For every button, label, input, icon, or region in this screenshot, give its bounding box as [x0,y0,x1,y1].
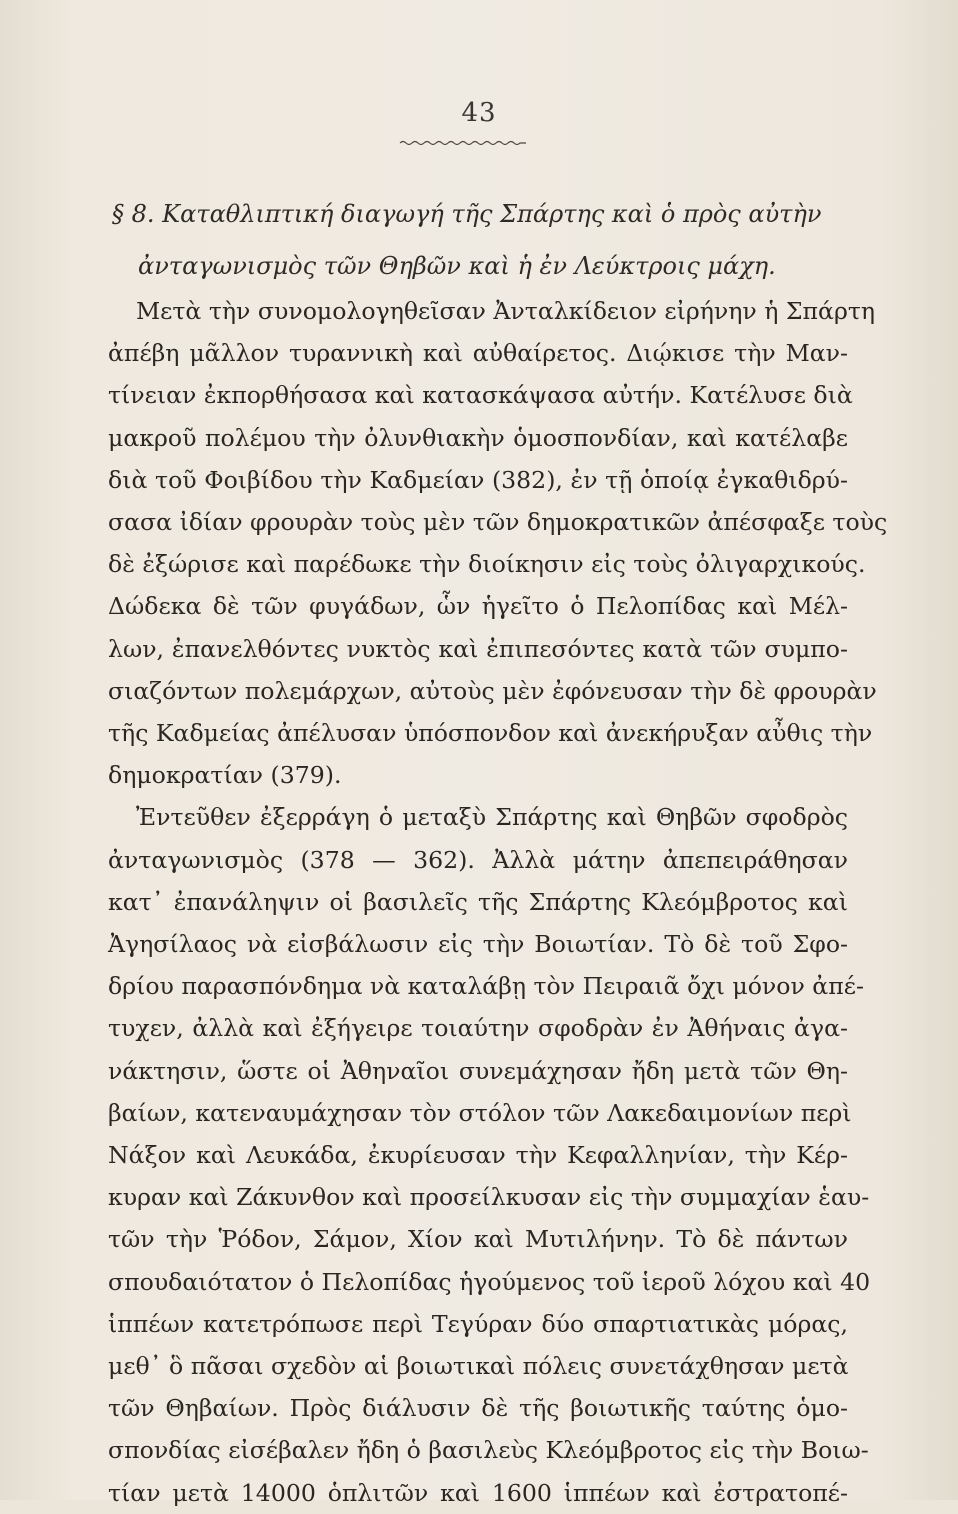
text-line: δρίου παρασπόνδημα νὰ καταλάβῃ τὸν Πειραιᾶ ὄχι μόνον ἀπέ- [108,972,864,1001]
text-line: τίνειαν ἐκπορθήσασα καὶ κατασκάψασα αὐτήν. Κατέλυσε διὰ [108,381,853,410]
section-heading [112,188,842,292]
text-line: σπουδαιότατον ὁ Πελοπίδας ἡγούμενος τοῦ ἱεροῦ λόχου καὶ 40 [108,1267,871,1296]
text-line: νάκτησιν, ὥστε οἱ Ἀθηναῖοι συνεμάχησαν ἤδη μετὰ τῶν Θη- [108,1056,848,1085]
text-line: τίαν μετὰ 14000 ὁπλιτῶν καὶ 1600 ἱππέων καὶ ἐστρατοπέ- [108,1478,848,1507]
text-line: ἀπέβη μᾶλλον τυραννικὴ καὶ αὐθαίρετος. Διῴκισε τὴν Μαν- [108,339,848,368]
heading-line: § 8. Καταθλιπτική διαγωγή τῆς Σπάρτης καὶ ὁ πρὸς αὐτὴν [112,200,822,228]
text-line: σασα ἰδίαν φρουρὰν τοὺς μὲν τῶν δημοκρατικῶν ἀπέσφαξε τοὺς [108,508,888,537]
text-line: μεθ᾽ ὃ πᾶσαι σχεδὸν αἱ βοιωτικαὶ πόλεις συνετάχθησαν μετὰ [108,1352,849,1381]
text-line: τῶν Θηβαίων. Πρὸς διάλυσιν δὲ τῆς βοιωτικῆς ταύτης ὁμο- [108,1394,848,1423]
heading-line: ἀνταγωνισμὸς τῶν Θηβῶν καὶ ἡ ἐν Λεύκτροις μάχη. [138,252,776,280]
page-number: 43 [461,98,497,128]
text-line: Ἐντεῦθεν ἐξερράγη ὁ μεταξὺ Σπάρτης καὶ Θηβῶν σφοδρὸς [136,803,848,832]
text-line: δημοκρατίαν (379). [108,761,342,790]
text-line: τῆς Καδμείας ἀπέλυσαν ὑπόσπονδον καὶ ἀνεκήρυξαν αὖθις τὴν [108,719,873,748]
text-line: κατ᾽ ἐπανάληψιν οἱ βασιλεῖς τῆς Σπάρτης Κλεόμβροτος καὶ [108,887,848,916]
text-line: μακροῦ πολέμου τὴν ὀλυνθιακὴν ὁμοσπονδίαν, καὶ κατέλαβε [108,423,848,452]
text-line: Μετὰ τὴν συνομολογηθεῖσαν Ἀνταλκίδειον εἰρήνην ἡ Σπάρτη [136,297,876,325]
text-line: ἀνταγωνισμὸς (378 — 362). Ἀλλὰ μάτην ἀπεπειράθησαν [108,845,848,874]
body-text [108,290,888,1514]
text-line: δὲ ἐξώρισε καὶ παρέδωκε τὴν διοίκησιν εἰς τοὺς ὀλιγαρχικούς. [108,550,866,579]
text-line: Δώδεκα δὲ τῶν φυγάδων, ὧν ἡγεῖτο ὁ Πελοπίδας καὶ Μέλ- [108,592,848,621]
text-line: ἱππέων κατετρόπωσε περὶ Τεγύραν δύο σπαρτιατικὰς μόρας, [108,1309,848,1338]
text-line: διὰ τοῦ Φοιβίδου τὴν Καδμείαν (382), ἐν τῇ ὁποίᾳ ἐγκαθιδρύ- [108,465,848,494]
text-line: τῶν τὴν Ῥόδον, Σάμον, Χίον καὶ Μυτιλήνην. Τὸ δὲ πάντων [108,1225,848,1254]
decorative-rule [398,138,528,148]
text-line: βαίων, κατεναυμάχησαν τὸν στόλον τῶν Λακεδαιμονίων περὶ [108,1098,852,1127]
text-line: κυραν καὶ Ζάκυνθον καὶ προσείλκυσαν εἰς τὴν συμμαχίαν ἑαυ- [108,1183,870,1212]
text-line: Ἀγησίλαος νὰ εἰσβάλωσιν εἰς τὴν Βοιωτίαν. Τὸ δὲ τοῦ Σφο- [108,930,848,959]
text-line: Νάξον καὶ Λευκάδα, ἐκυρίευσαν τὴν Κεφαλληνίαν, τὴν Κέρ- [108,1141,848,1170]
text-line: τυχεν, ἀλλὰ καὶ ἐξήγειρε τοιαύτην σφοδρὰν ἐν Ἀθήναις ἀγα- [108,1014,848,1043]
text-line: λων, ἐπανελθόντες νυκτὸς καὶ ἐπιπεσόντες κατὰ τῶν συμπο- [108,634,848,663]
text-line: σπονδίας εἰσέβαλεν ἤδη ὁ βασιλεὺς Κλεόμβροτος εἰς τὴν Βοιω- [108,1436,869,1465]
text-line: σιαζόντων πολεμάρχων, αὐτοὺς μὲν ἐφόνευσαν τὴν δὲ φρουρὰν [108,676,877,705]
